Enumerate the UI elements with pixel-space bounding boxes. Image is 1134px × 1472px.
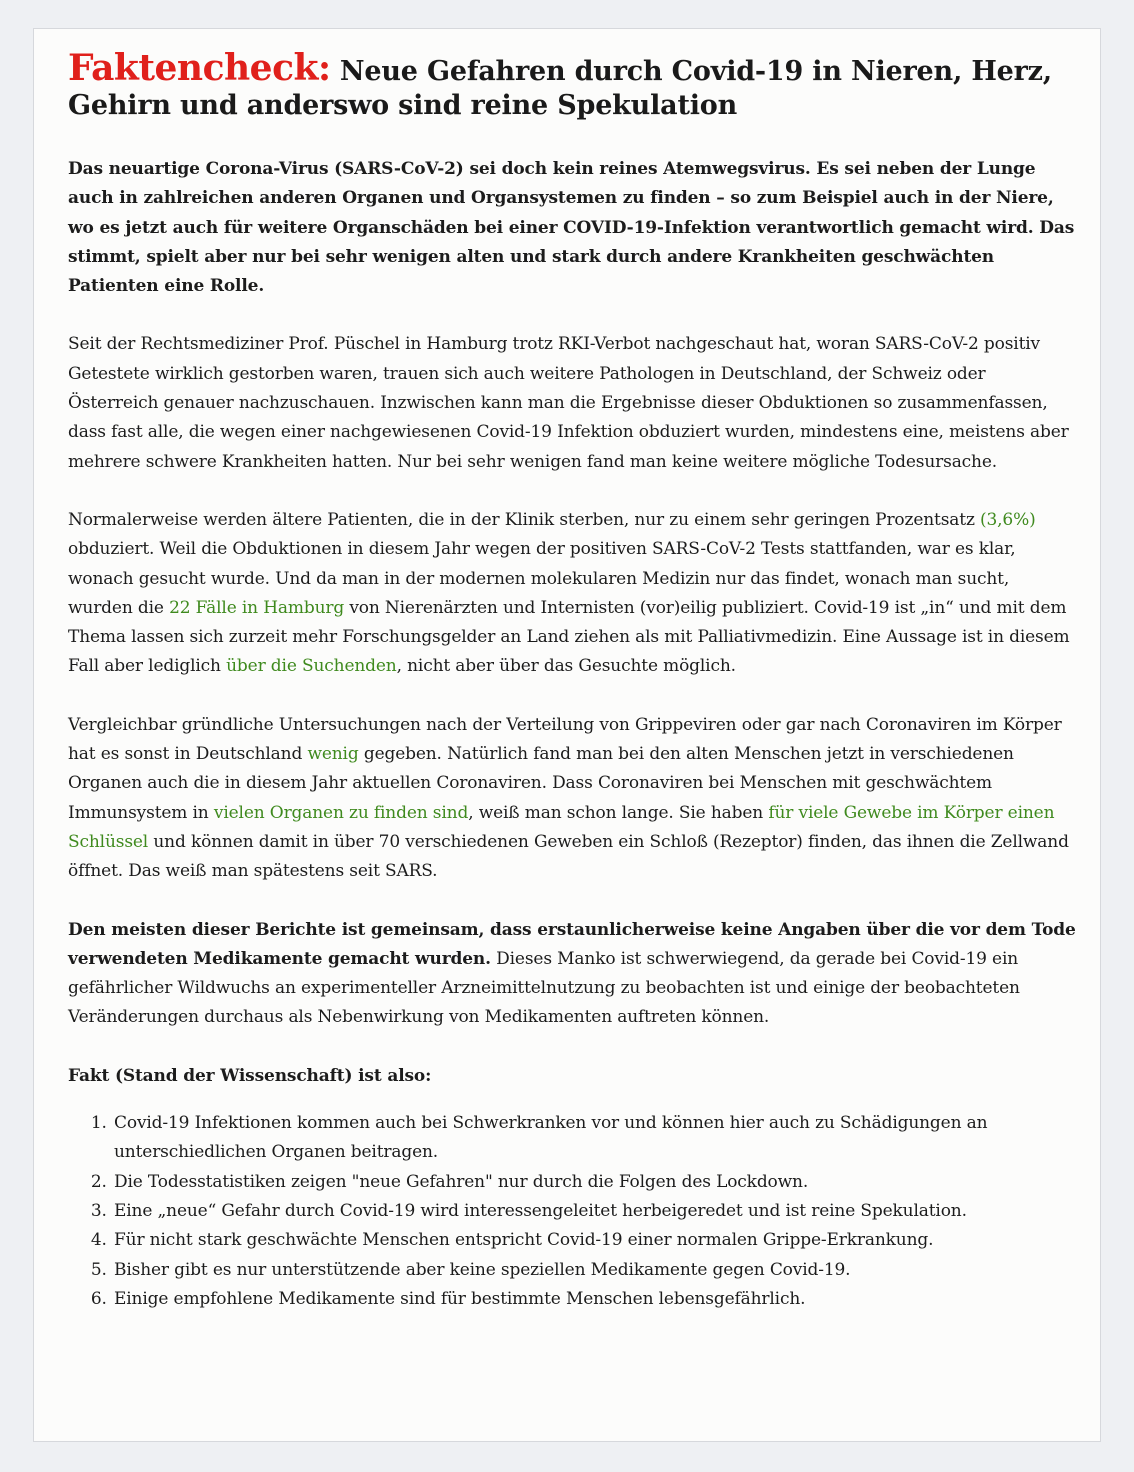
- article-card: [33, 28, 1101, 1442]
- article-title: [68, 47, 1078, 123]
- fact-item: 6. Einige empfohlene Medikamente sind für bestimmte Menschen lebensgefährlich.: [112, 1285, 1078, 1314]
- text-segment: Dieses Manko ist schwerwiegend, da gerade bei Covid-19 ein gefährlicher Wildwuchs an experimenteller Arzneimittelnutzung zu beobachten ist und einige der beobachteten Veränderungen durchaus als Nebenwirkung von Medikamenten auftreten können.: [68, 948, 1020, 1028]
- facts-list: [68, 1109, 1078, 1314]
- facts-heading: Fakt (Stand der Wissenschaft) ist also:: [68, 1065, 432, 1086]
- text-segment: Vergleichbar gründliche Untersuchungen nach der Verteilung von Grippeviren oder gar nach Coronaviren im Körper hat es sonst in Deutschland: [68, 714, 1062, 765]
- paragraph-autopsies: Seit der Rechtsmediziner Prof. Püschel in Hamburg trotz RKI-Verbot nachgeschaut hat, woran SARS-CoV-2 positiv Getestete wirklich gestorben waren, trauen sich auch weitere Pathologen in Deutschland, der Schweiz oder Österreich genauer nachzuschauen. Inzwischen kann man die Ergebnisse dieser Obduktionen so zusammenfassen, dass fast alle, die wegen einer nachgewiesenen Covid-19 Infektion obduziert wurden, mindestens eine, meistens aber mehrere schwere Krankheiten hatten. Nur bei sehr wenigen fand man keine weitere mögliche Todesursache.: [68, 334, 1069, 472]
- link-autopsy-rate[interactable]: (3,6%): [980, 509, 1036, 530]
- paragraph-medication: [68, 916, 1078, 1033]
- text-segment: von Nierenärzten und Internisten (vor)eilig publiziert. Covid-19 ist „in“ und mit dem Thema lassen sich zurzeit mehr Forschungsgelder an Land ziehen als mit Palliativmedizin. Eine Aussage ist in diesem Fall aber lediglich: [68, 597, 1070, 677]
- link-many-organs[interactable]: vielen Organen zu finden sind: [213, 802, 469, 823]
- text-segment: , nicht aber über das Gesuchte möglich.: [396, 656, 736, 677]
- text-segment: und können damit in über 70 verschiedenen Geweben ein Schloß (Rezeptor) finden, das ihnen die Zellwand öffnet. Das weiß man spätestens seit SARS.: [68, 831, 1069, 882]
- fact-item: 2. Die Todesstatistiken zeigen "neue Gefahren" nur durch die Folgen des Lockdown.: [112, 1168, 1078, 1197]
- fact-item: 5. Bisher gibt es nur unterstützende aber keine speziellen Medikamente gegen Covid-19.: [112, 1256, 1078, 1285]
- text-segment: , weiß man schon lange. Sie haben: [468, 802, 769, 823]
- fact-item: 4. Für nicht stark geschwächte Menschen entspricht Covid-19 einer normalen Grippe-Erkrankung.: [112, 1226, 1078, 1255]
- article-content: [68, 47, 1078, 1314]
- link-tissue-key[interactable]: für viele Gewebe im Körper einen Schlüssel: [68, 802, 1055, 852]
- text-segment: obduziert. Weil die Obduktionen in diesem Jahr wegen der positiven SARS-CoV-2 Tests stattfanden, war es klar, wonach gesucht wurde. Und da man in der modernen molekularen Medizin nur das findet, wonach man sucht, wurden die: [68, 539, 1016, 618]
- link-about-the-searchers[interactable]: über die Suchenden: [226, 656, 397, 677]
- fact-item: 3. Eine „neue“ Gefahr durch Covid-19 wird interessengeleitet herbeigeredet und ist reine Spekulation.: [112, 1197, 1078, 1226]
- article-lead: Das neuartige Corona-Virus (SARS-CoV-2) sei doch kein reines Atemwegsvirus. Es sei neben der Lunge auch in zahlreichen anderen Organen und Organsystemen zu finden – so zum Beispiel auch in der Niere, wo es jetzt auch für weitere Organschäden bei einer COVID-19-Infektion verantwortlich gemacht wird. Das stimmt, spielt aber nur bei sehr wenigen alten und stark durch andere Krankheiten geschwächten Patienten eine Rolle.: [68, 159, 1075, 297]
- medication-bold-statement: Den meisten dieser Berichte ist gemeinsam, dass erstaunlicherweise keine Angaben über die vor dem Tode verwendeten Medikamente gemacht wurden.: [68, 919, 1076, 969]
- title-headline: Neue Gefahren durch Covid-19 in Nieren, Herz, Gehirn und anderswo sind reine Spekulation: [68, 56, 1052, 121]
- text-segment: Normalerweise werden ältere Patienten, die in der Klinik sterben, nur zu einem sehr geringen Prozentsatz: [68, 509, 981, 530]
- title-kicker: Faktencheck:: [68, 47, 331, 89]
- fact-item: 1. Covid-19 Infektionen kommen auch bei Schwerkranken vor und können hier auch zu Schädigungen an unterschiedlichen Organen beitragen.: [112, 1109, 1078, 1168]
- link-wenig[interactable]: wenig: [307, 744, 359, 765]
- text-segment: gegeben. Natürlich fand man bei den alten Menschen jetzt in verschiedenen Organen auch die in diesem Jahr aktuellen Coronaviren. Dass Coronaviren bei Menschen mit geschwächtem Immunsystem in: [68, 744, 1014, 823]
- paragraph-virus-distribution: [68, 711, 1078, 887]
- link-22-cases-hamburg[interactable]: 22 Fälle in Hamburg: [169, 597, 345, 618]
- paragraph-autopsy-rate: [68, 506, 1078, 682]
